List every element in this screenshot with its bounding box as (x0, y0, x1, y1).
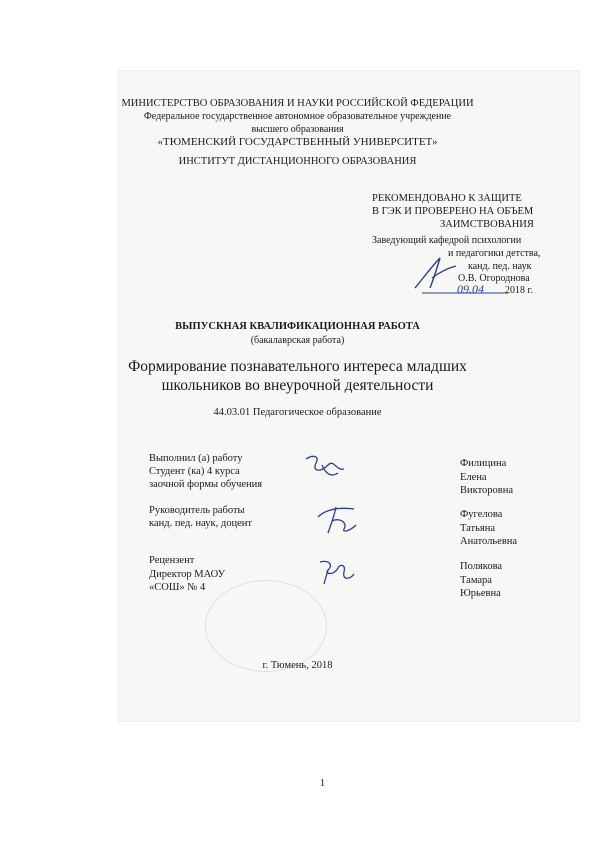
work-title-line-1: Формирование познавательного интереса младших (128, 358, 467, 375)
reviewer-first-name: Тамара (460, 575, 492, 586)
work-type: ВЫПУСКНАЯ КВАЛИФИКАЦИОННАЯ РАБОТА (175, 321, 420, 332)
scanned-page (118, 70, 580, 722)
bleed-through-text (285, 182, 286, 183)
faint-stamp-imprint (205, 580, 327, 672)
reviewer-signature (314, 556, 360, 588)
institution-line-2: Федеральное государственное автономное образовательное учреждение (143, 111, 452, 122)
reviewer-role-3: «СОШ» № 4 (149, 582, 206, 593)
approval-line-5: и педагогики детства, (448, 248, 541, 259)
reviewer-role-2: Директор МАОУ (149, 569, 226, 580)
date-underline (420, 290, 510, 296)
approval-line-6: канд. пед. наук (468, 261, 532, 272)
supervisor-surname: Фугелова (460, 509, 503, 520)
student-surname: Филицина (460, 458, 507, 469)
approval-date-handwritten: 09.04 (457, 282, 484, 296)
reviewer-surname: Полякова (460, 561, 503, 572)
approval-line-1: РЕКОМЕНДОВАНО К ЗАЩИТЕ (372, 193, 522, 204)
university-name: «ТЮМЕНСКИЙ ГОСУДАРСТВЕННЫЙ УНИВЕРСИТЕТ» (157, 136, 438, 148)
approval-date-year: 2018 г. (505, 285, 533, 296)
approval-line-4: Заведующий кафедрой психологии (372, 235, 522, 246)
supervisor-first-name: Татьяна (460, 523, 496, 534)
approval-line-3: ЗАИМСТВОВАНИЯ (440, 219, 534, 230)
ministry-line: МИНИСТЕРСТВО ОБРАЗОВАНИЯ И НАУКИ РОССИЙСКОЙ ФЕДЕРАЦИИ (121, 98, 474, 109)
specialty-code: 44.03.01 Педагогическое образование (213, 407, 382, 418)
student-role-1: Выполнил (а) работу (149, 453, 243, 464)
work-title-line-2: школьников во внеурочной деятельности (161, 377, 434, 394)
student-first-name: Елена (460, 472, 487, 483)
institute-name: ИНСТИТУТ ДИСТАНЦИОННОГО ОБРАЗОВАНИЯ (178, 156, 417, 167)
student-signature (302, 451, 352, 481)
city-year: г. Тюмень, 2018 (262, 660, 333, 671)
supervisor-patronymic: Анатольевна (460, 536, 518, 547)
student-patronymic: Викторовна (460, 485, 514, 496)
student-role-3: заочной формы обучения (149, 479, 263, 490)
page-number: 1 (319, 777, 326, 789)
approval-line-7: О.В. Огороднова (458, 273, 530, 284)
supervisor-role-2: канд. пед. наук, доцент (149, 518, 252, 529)
approval-line-2: В ГЭК И ПРОВЕРЕНО НА ОБЪЕМ (372, 206, 534, 217)
reviewer-role-1: Рецензент (149, 555, 195, 566)
head-signature (410, 252, 460, 294)
institution-line-3: высшего образования (251, 124, 344, 135)
supervisor-role-1: Руководитель работы (149, 505, 245, 516)
work-subtype: (бакалаврская работа) (250, 335, 345, 346)
reviewer-patronymic: Юрьевна (460, 588, 501, 599)
student-role-2: Студент (ка) 4 курса (149, 466, 240, 477)
supervisor-signature (314, 503, 360, 535)
